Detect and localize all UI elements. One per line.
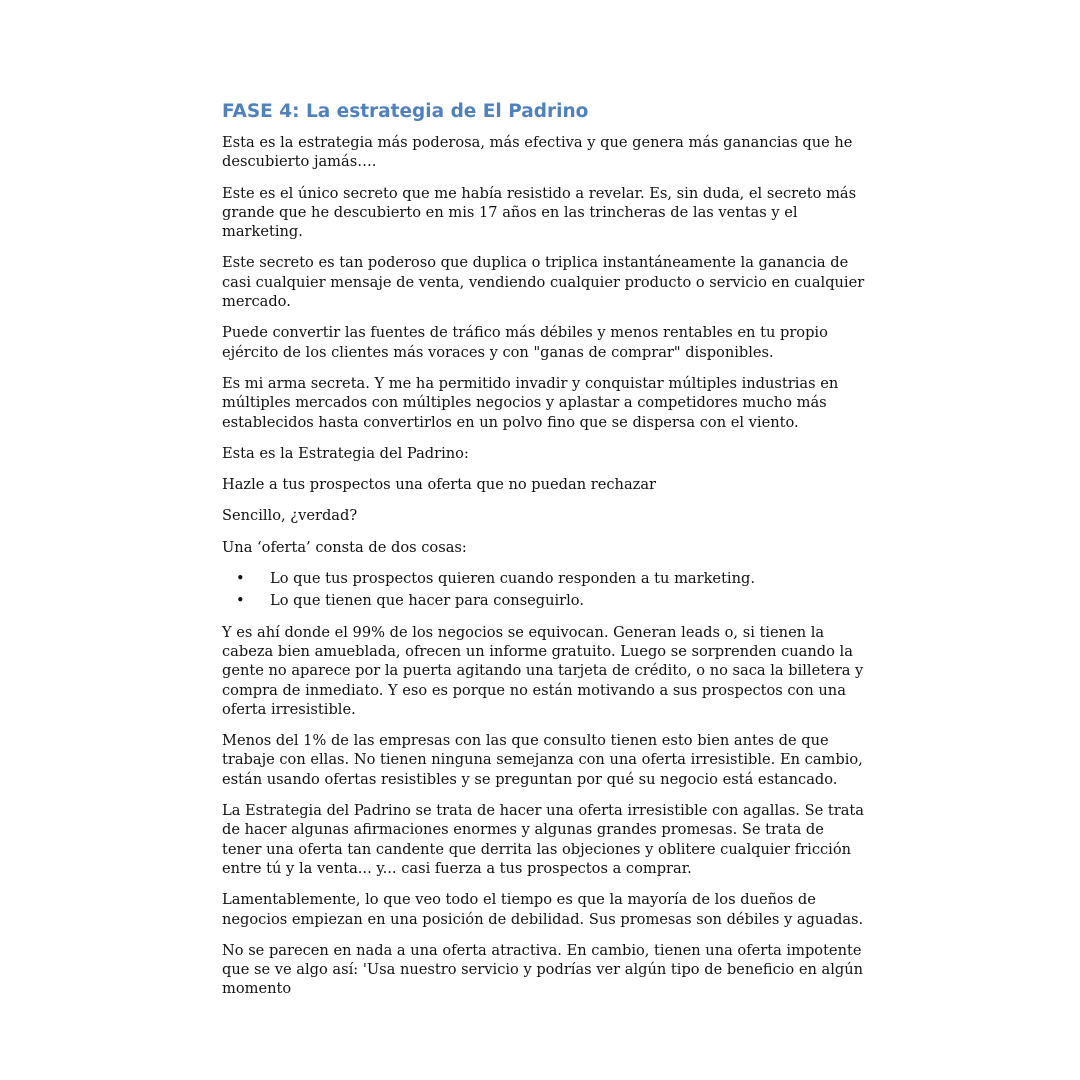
bullet-item <box>222 591 867 610</box>
bullet-list <box>222 569 867 611</box>
paragraph: Este es el único secreto que me había resistido a revelar. Es, sin duda, el secreto más grande que he descubierto en mis 17 años en las trincheras de las ventas y el marketing. <box>222 184 857 241</box>
paragraph: Sencillo, ¿verdad? <box>222 507 358 525</box>
paragraph: Una ‘oferta’ consta de dos cosas: <box>222 538 467 556</box>
section-heading: FASE 4: La estrategia de El Padrino <box>222 101 589 122</box>
paragraph: Hazle a tus prospectos una oferta que no puedan rechazar <box>222 476 657 494</box>
paragraph: La Estrategia del Padrino se trata de hacer una oferta irresistible con agallas. Se trata de hacer algunas afirmaciones enormes y algunas grandes promesas. Se trata de tener una oferta tan candente que derrita las objeciones y oblitere cualquier fricción entre tú y la venta... y... casi fuerza a tus prospectos a comprar. <box>222 802 864 877</box>
bullet-icon: • <box>236 592 245 610</box>
bullet-icon: • <box>236 570 245 588</box>
paragraph: Esta es la estrategia más poderosa, más efectiva y que genera más ganancias que he descubierto jamás…. <box>222 134 853 171</box>
paragraph: Lamentablemente, lo que veo todo el tiempo es que la mayoría de los dueños de negocios empiezan en una posición de debilidad. Sus promesas son débiles y aguadas. <box>222 891 864 928</box>
paragraph: Y es ahí donde el 99% de los negocios se equivocan. Generan leads o, si tienen la cabeza bien amueblada, ofrecen un informe gratuito. Luego se sorprenden cuando la gente no aparece por la puerta agitando una tarjeta de crédito, o no saca la billetera y compra de inmediato. Y eso es porque no están motivando a sus prospectos con una oferta irresistible. <box>222 623 864 718</box>
paragraph: No se parecen en nada a una oferta atractiva. En cambio, tienen una oferta impotente que se ve algo así: 'Usa nuestro servicio y podrías ver algún tipo de beneficio en algún momento <box>222 941 864 998</box>
bullet-text: Lo que tus prospectos quieren cuando responden a tu marketing. <box>270 570 755 588</box>
bullet-item <box>222 569 867 588</box>
paragraph: Menos del 1% de las empresas con las que consulto tienen esto bien antes de que trabaje con ellas. No tienen ninguna semejanza con una oferta irresistible. En cambio, están usando ofertas resistibles y se preguntan por qué su negocio está estancado. <box>222 732 863 788</box>
document-page <box>222 99 867 1011</box>
paragraph: Puede convertir las fuentes de tráfico más débiles y menos rentables en tu propio ejército de los clientes más voraces y con "ganas de comprar" disponibles. <box>222 324 828 361</box>
paragraph: Esta es la Estrategia del Padrino: <box>222 444 469 462</box>
paragraph: Este secreto es tan poderoso que duplica o triplica instantáneamente la ganancia de casi cualquier mensaje de venta, vendiendo cualquier producto o servicio en cualquier mercado. <box>222 254 865 311</box>
paragraph: Es mi arma secreta. Y me ha permitido invadir y conquistar múltiples industrias en múltiples mercados con múltiples negocios y aplastar a competidores mucho más establecidos hasta convertirlos en un polvo fino que se dispersa con el viento. <box>222 374 839 431</box>
bullet-text: Lo que tienen que hacer para conseguirlo. <box>270 592 584 610</box>
